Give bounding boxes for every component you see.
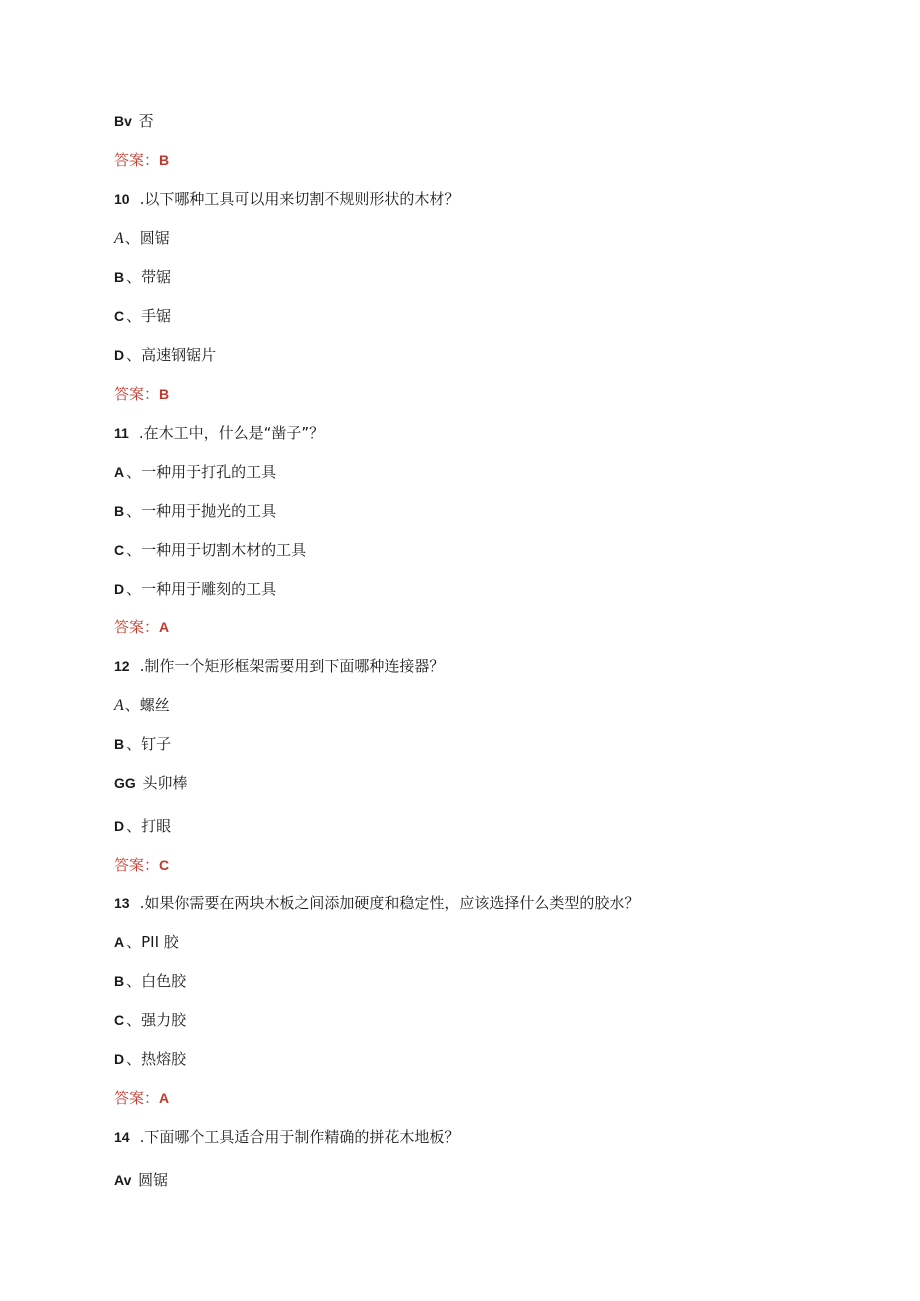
option-text: 、热熔胶 [126, 1050, 187, 1068]
option-text: 圆锯 [133, 1171, 169, 1189]
option-letter: GG [114, 775, 136, 791]
question-line [114, 1127, 459, 1147]
question-text: .在木工中，什么是“凿子”？ [138, 424, 325, 442]
question-line [114, 189, 459, 209]
option-letter: A [114, 464, 125, 480]
option-line [114, 462, 276, 482]
answer-label: 答案： [114, 856, 160, 874]
answer-value: C [159, 857, 170, 873]
option-text: 、高速钢锯片 [126, 346, 217, 364]
option-line [114, 971, 186, 991]
answer-label: 答案： [114, 1089, 160, 1107]
option-line [114, 1010, 186, 1030]
answer-line [114, 384, 169, 404]
answer-label: 答案： [114, 385, 160, 403]
question-number: 13 [114, 895, 130, 911]
option-line [114, 579, 276, 599]
option-line [114, 540, 306, 560]
option-line [114, 111, 154, 131]
option-text: 、手锯 [126, 307, 172, 325]
option-letter: Bv [114, 113, 132, 129]
option-line [114, 932, 179, 952]
option-line [114, 345, 216, 365]
option-text: 、钉子 [126, 735, 172, 753]
option-text: 、PII 胶 [126, 933, 179, 951]
question-line [114, 893, 639, 913]
option-letter: B [114, 269, 125, 285]
answer-value: B [159, 152, 170, 168]
option-letter: C [114, 1012, 125, 1028]
option-text: 、白色胶 [126, 972, 187, 990]
option-letter: A [114, 697, 124, 714]
option-letter: C [114, 308, 125, 324]
option-line [114, 1049, 186, 1069]
answer-value: A [159, 1090, 170, 1106]
option-text: 、一种用于切割木材的工具 [126, 541, 307, 559]
question-line [114, 423, 324, 443]
option-text: 头卯棒 [137, 774, 188, 792]
question-number: 10 [114, 191, 130, 207]
answer-line [114, 150, 169, 170]
option-letter: B [114, 503, 125, 519]
option-letter: A [114, 934, 125, 950]
option-line [114, 306, 171, 326]
option-text: 、一种用于雕刻的工具 [126, 580, 277, 598]
option-letter: D [114, 581, 125, 597]
question-text: .下面哪个工具适合用于制作精确的拼花木地板？ [139, 1128, 460, 1146]
answer-line [114, 1088, 169, 1108]
question-number: 11 [114, 425, 129, 441]
option-line [114, 267, 171, 287]
option-line [114, 734, 171, 754]
option-text: 、一种用于打孔的工具 [126, 463, 277, 481]
question-text: .制作一个矩形框架需要用到下面哪种连接器？ [139, 657, 445, 675]
option-letter: B [114, 973, 125, 989]
option-line [114, 1170, 168, 1190]
option-letter: Av [114, 1172, 132, 1188]
option-line [114, 773, 188, 793]
question-number: 14 [114, 1129, 130, 1145]
option-letter: D [114, 347, 125, 363]
option-text: 、一种用于抛光的工具 [126, 502, 277, 520]
question-number: 12 [114, 658, 130, 674]
option-text: 否 [133, 112, 154, 130]
option-text: 、强力胶 [126, 1011, 187, 1029]
answer-value: B [159, 386, 170, 402]
option-text: 、螺丝 [124, 696, 170, 714]
option-text: 、带锯 [126, 268, 172, 286]
answer-value: A [159, 619, 170, 635]
answer-label: 答案： [114, 151, 160, 169]
option-text: 、打眼 [126, 817, 172, 835]
option-letter: D [114, 1051, 125, 1067]
option-letter: B [114, 736, 125, 752]
option-text: 、圆锯 [124, 229, 170, 247]
answer-label: 答案： [114, 618, 160, 636]
answer-line [114, 617, 169, 637]
option-letter: A [114, 230, 124, 247]
option-line [114, 228, 170, 249]
option-letter: D [114, 818, 125, 834]
question-text: .如果你需要在两块木板之间添加硬度和稳定性，应该选择什么类型的胶水？ [139, 894, 640, 912]
question-text: .以下哪种工具可以用来切割不规则形状的木材？ [139, 190, 460, 208]
answer-line [114, 855, 169, 875]
option-line [114, 695, 170, 716]
option-letter: C [114, 542, 125, 558]
question-line [114, 656, 444, 676]
option-line [114, 816, 171, 836]
option-line [114, 501, 276, 521]
